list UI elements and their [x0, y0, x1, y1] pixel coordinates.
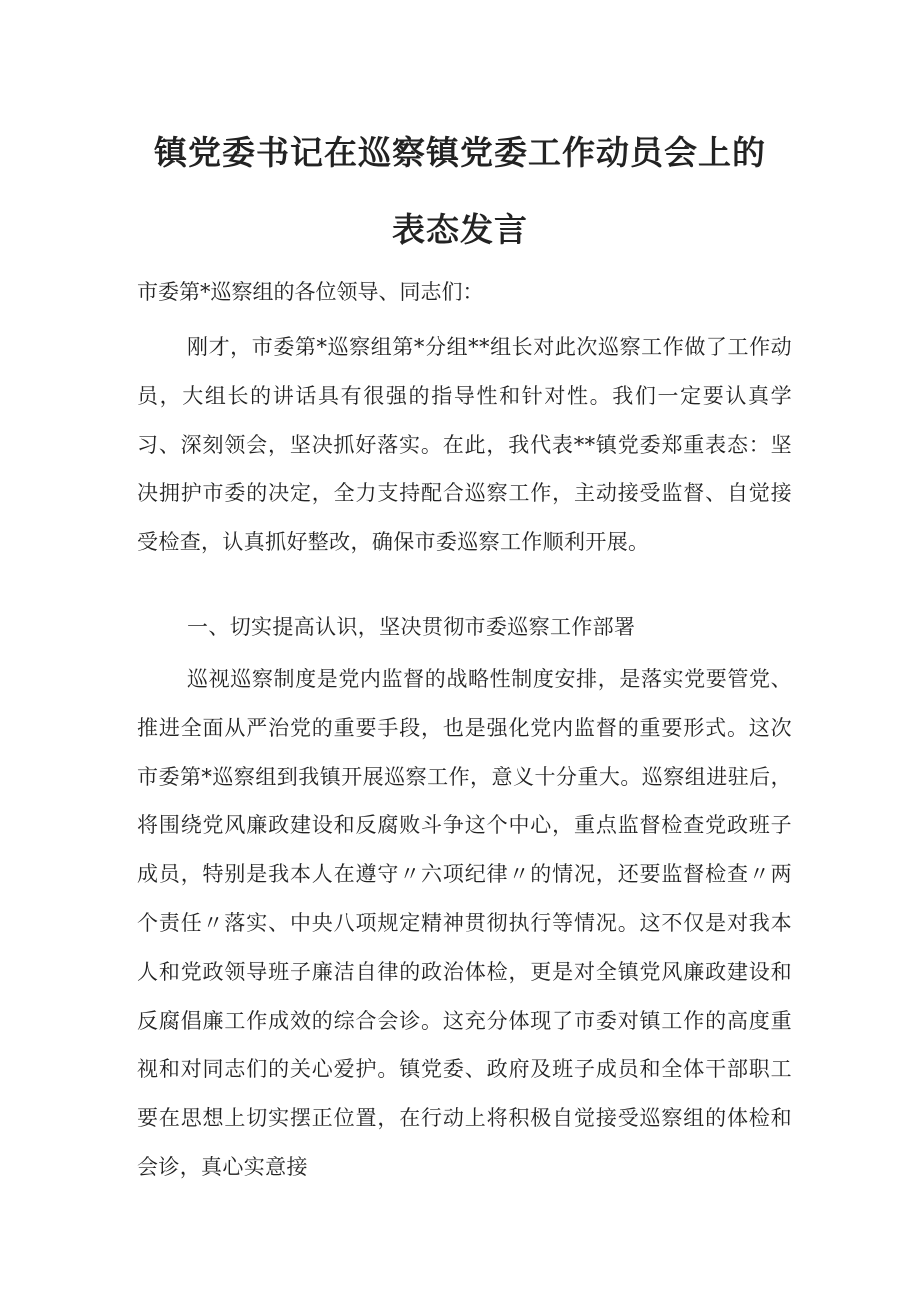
- document-title-line-1: 镇党委书记在巡察镇党委工作动员会上的: [154, 133, 766, 172]
- section-heading-1: 一、切实提高认识，坚决贯彻市委巡察工作部署: [187, 615, 636, 639]
- paragraph-section-1: 巡视巡察制度是党内监督的战略性制度安排，是落实党要管党、推进全面从严治党的重要手段，也是强化党内监督的重要形式。这次市委第*巡察组到我镇开展巡察工作，意义十分重大。巡察组进驻后，将围绕党风廉政建设和反腐败斗争这个中心，重点监督检查党政班子成员，特别是我本人在遵守〃六项纪律〃的情况，还要监督检查〃两个责任〃落实、中央八项规定精神贯彻执行等情况。这不仅是对我本人和党政领导班子廉洁自律的政治体检，更是对全镇党风廉政建设和反腐倡廉工作成效的综合会诊。这充分体现了市委对镇工作的高度重视和对同志们的关心爱护。镇党委、政府及班子成员和全体干部职工要在思想上切实摆正位置，在行动上将积极自觉接受巡察组的体检和会诊，真心实意接: [137, 667, 792, 1179]
- salutation: 市委第*巡察组的各位领导、同志们：: [137, 280, 484, 304]
- document-title-line-2: 表态发言: [392, 210, 528, 249]
- paragraph-opening: 刚才，市委第*巡察组第*分组**组长对此次巡察工作做了工作动员，大组长的讲话具有很强的指导性和针对性。我们一定要认真学习、深刻领会，坚决抓好落实。在此，我代表**镇党委郑重表态：坚决拥护市委的决定，全力支持配合巡察工作，主动接受监督、自觉接受检查，认真抓好整改，确保市委巡察工作顺利开展。: [137, 335, 792, 555]
